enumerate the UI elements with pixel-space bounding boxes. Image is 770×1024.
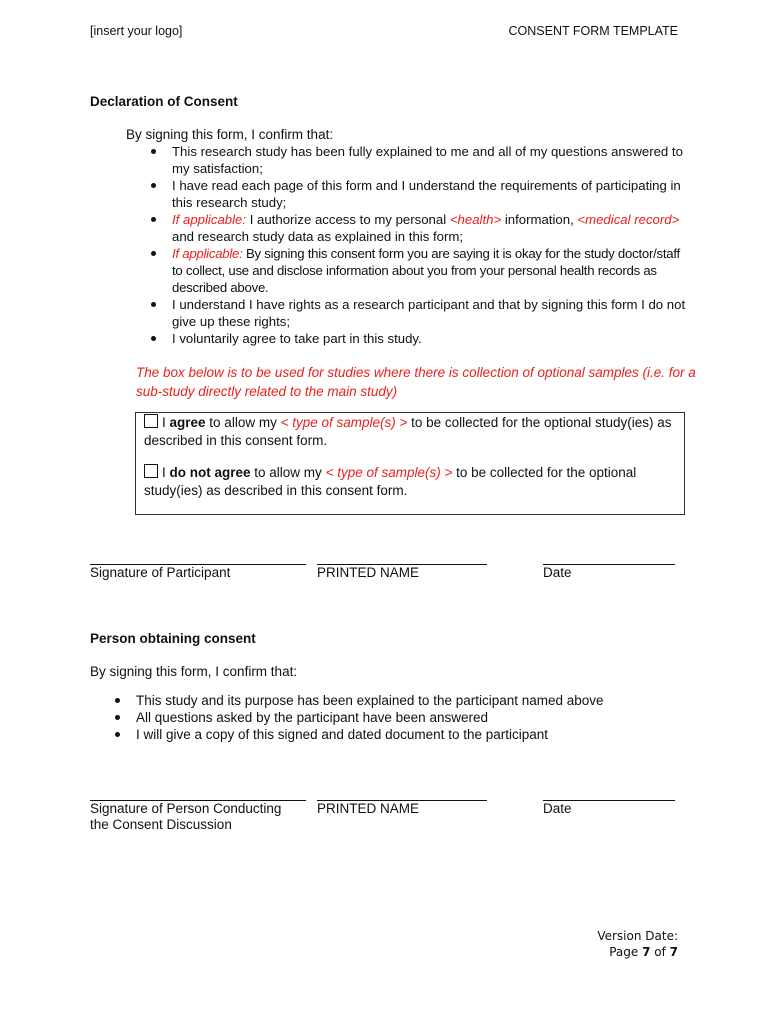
person-obtaining-list [112, 692, 712, 743]
document-title: CONSENT FORM TEMPLATE [508, 24, 678, 38]
optional-samples-note: The box below is to be used for studies where there is collection of optional samples (i.e. for a sub-study directly related to the main study) [136, 365, 696, 399]
participant-date-label: Date [543, 565, 572, 580]
list-item: This study and its purpose has been explained to the participant named above [112, 692, 712, 709]
list-item: I have read each page of this form and I understand the requirements of participating in this research study; [148, 177, 688, 211]
conductor-signature-label-line1: Signature of Person Conducting [90, 801, 282, 816]
list-item: This research study has been fully explained to me and all of my questions answered to my satisfaction; [148, 143, 688, 177]
declaration-intro: By signing this form, I confirm that: [126, 127, 334, 142]
logo-placeholder: [insert your logo] [90, 24, 183, 38]
list-item: If applicable: By signing this consent form you are saying it is okay for the study doctor/staff to collect, use and disclose information about you from your personal health records as described above. [148, 245, 688, 296]
participant-signature-label: Signature of Participant [90, 565, 231, 580]
page-number: Page 7 of 7 [609, 945, 678, 959]
participant-printed-name-label: PRINTED NAME [317, 565, 420, 580]
optional-samples-box [135, 412, 685, 515]
list-item: All questions asked by the participant have been answered [112, 709, 712, 726]
list-item: If applicable: I authorize access to my personal <health> information, <medical record> and research study data as explained in this form; [148, 211, 688, 245]
conductor-signature-label-line2: the Consent Discussion [90, 817, 232, 832]
list-item: I will give a copy of this signed and dated document to the participant [112, 726, 712, 743]
agree-checkbox[interactable] [144, 414, 158, 428]
person-obtaining-intro: By signing this form, I confirm that: [90, 664, 298, 679]
version-date: Version Date: [597, 929, 678, 943]
list-item: I understand I have rights as a research participant and that by signing this form I do not give up these rights; [148, 296, 688, 330]
declaration-list [148, 143, 688, 347]
conductor-date-label: Date [543, 801, 572, 816]
agree-option: I agree to allow my < type of sample(s) > to be collected for the optional study(ies) as described in this consent form. [144, 415, 672, 448]
declaration-heading: Declaration of Consent [90, 94, 238, 109]
disagree-checkbox[interactable] [144, 464, 158, 478]
conductor-printed-name-label: PRINTED NAME [317, 801, 420, 816]
list-item: I voluntarily agree to take part in this study. [148, 330, 688, 347]
disagree-option: I do not agree to allow my < type of sample(s) > to be collected for the optional study(ies) as described in this consent form. [144, 465, 637, 498]
person-obtaining-heading: Person obtaining consent [90, 631, 256, 646]
